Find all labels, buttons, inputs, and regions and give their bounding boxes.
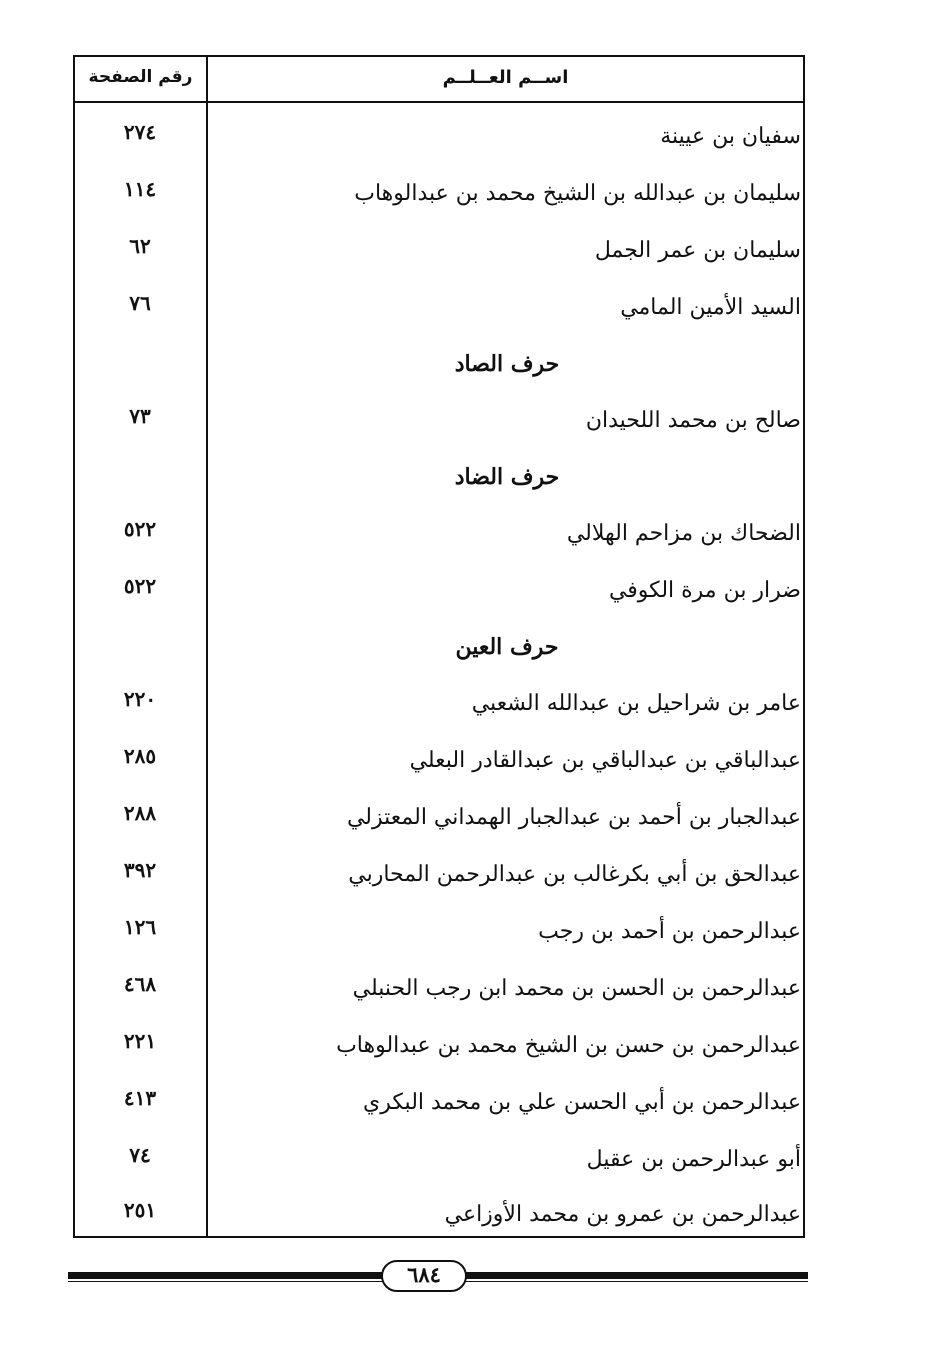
entry-name: عبدالحق بن أبي بكرغالب بن عبدالرحمن المحاربي: [348, 862, 801, 887]
entry-page: ٤١٣: [123, 1086, 157, 1110]
entry-name: السيد الأمين المامي: [620, 295, 801, 320]
page-number-badge: ٦٨٤: [381, 1260, 467, 1292]
entry-name: سليمان بن عمر الجمل: [594, 238, 801, 263]
entry-page: ٢٨٨: [123, 801, 157, 825]
entry-name: صالح بن محمد اللحيدان: [585, 408, 801, 433]
entry-page: ٥٢٢: [123, 517, 157, 541]
entry-page: ٧٦: [129, 291, 151, 315]
entry-page: ٢٨٥: [123, 744, 157, 768]
entry-page: ٤٦٨: [123, 972, 157, 996]
page-column-header: رقم الصفحة: [88, 67, 193, 87]
entry-page: ٧٣: [129, 404, 151, 428]
entry-page: ٦٢: [129, 234, 151, 258]
entry-name: عامر بن شراحيل بن عبدالله الشعبي: [471, 691, 801, 716]
entry-name: عبدالجبار بن أحمد بن عبدالجبار الهمداني المعتزلي: [346, 805, 801, 830]
entry-name: عبدالباقي بن عبدالباقي بن عبدالقادر البعلي: [409, 748, 801, 773]
entry-name: عبدالرحمن بن حسن بن الشيخ محمد بن عبدالوهاب: [336, 1033, 801, 1058]
name-column-header: اســم العــلــم: [442, 67, 569, 88]
entry-name: عبدالرحمن بن عمرو بن محمد الأوزاعي: [444, 1202, 801, 1227]
entry-page: ٢٢١: [123, 1029, 157, 1053]
entry-name: أبو عبدالرحمن بن عقيل: [586, 1147, 801, 1172]
entry-name: سفيان بن عيينة: [660, 124, 801, 149]
entry-name: الضحاك بن مزاحم الهلالي: [566, 521, 801, 546]
entry-name: عبدالرحمن بن الحسن بن محمد ابن رجب الحنبلي: [352, 976, 801, 1001]
entry-name: عبدالرحمن بن أحمد بن رجب: [538, 919, 801, 944]
entry-page: ٢٢٠: [123, 687, 157, 711]
entry-page: ٣٩٢: [123, 858, 157, 882]
entry-page: ٢٥١: [123, 1198, 157, 1222]
entry-page: ١١٤: [123, 177, 157, 201]
entry-name: سليمان بن عبدالله بن الشيخ محمد بن عبدالوهاب: [354, 181, 801, 206]
section-heading: حرف الضاد: [454, 464, 560, 490]
entry-page: ١٢٦: [123, 915, 157, 939]
section-heading: حرف الصاد: [454, 351, 560, 377]
entry-page: ٧٤: [129, 1143, 151, 1167]
entry-name: ضرار بن مرة الكوفي: [608, 578, 801, 603]
entry-name: عبدالرحمن بن أبي الحسن علي بن محمد البكري: [363, 1090, 801, 1115]
entry-page: ٢٧٤: [123, 120, 157, 144]
section-heading: حرف العين: [455, 634, 559, 660]
entry-page: ٥٢٢: [123, 574, 157, 598]
